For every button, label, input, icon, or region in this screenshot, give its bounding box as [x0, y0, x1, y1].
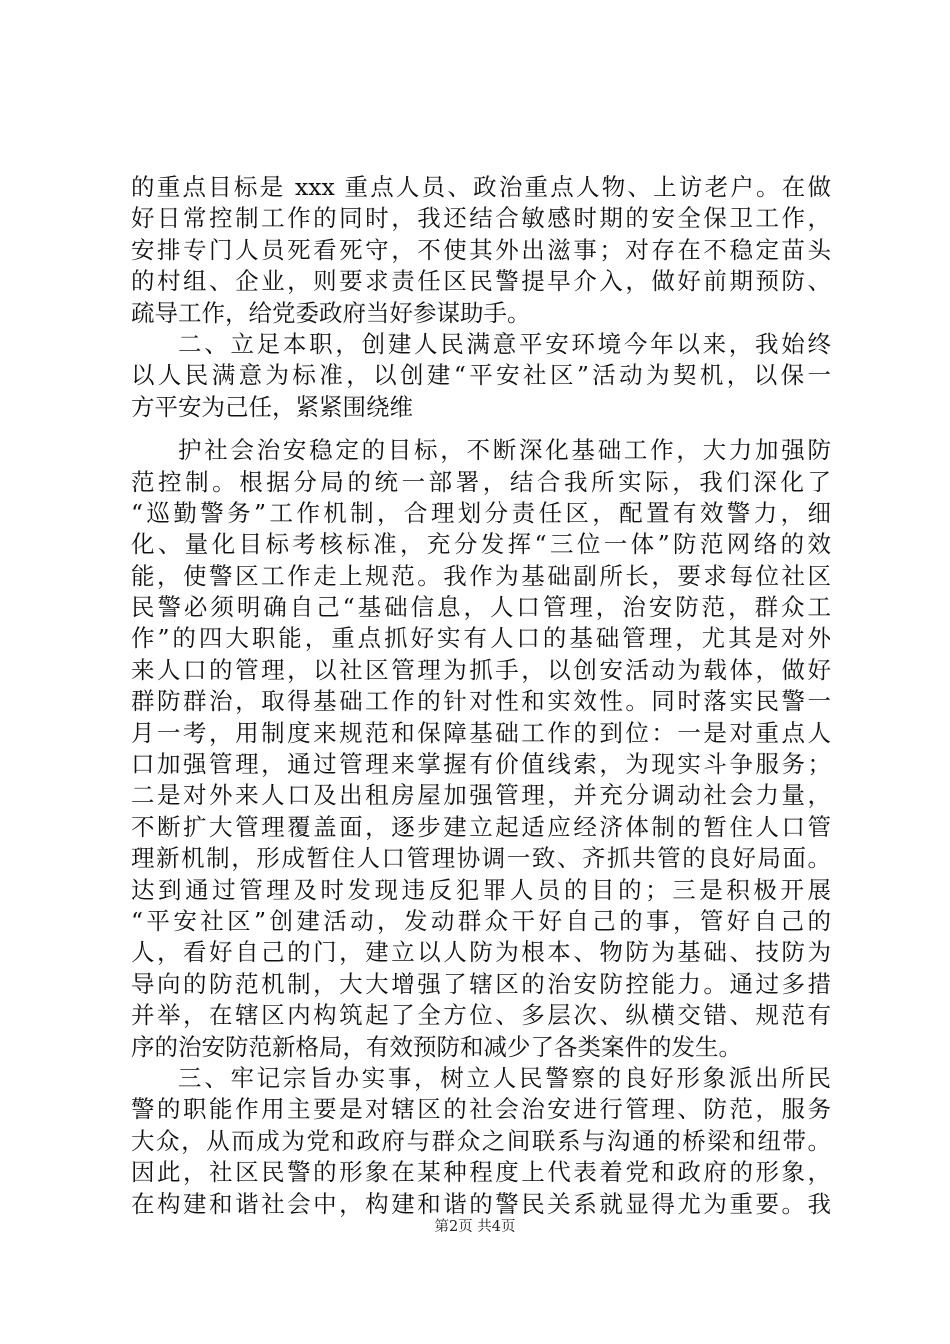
- text-line: “巡勤警务”工作机制，合理划分责任区，配置有效警力，细: [131, 498, 831, 527]
- text-line: 民警必须明确自己“基础信息，人口管理，治安防范，群众工: [131, 593, 831, 622]
- text-line: 范控制。根据分局的统一部署，结合我所实际，我们深化了: [131, 467, 831, 496]
- text-line: 序的治安防范新格局，有效预防和减少了各类案件的发生。: [131, 1032, 742, 1061]
- paragraph-start: 护社会治安稳定的目标，不断深化基础工作，大力加强防: [178, 436, 831, 465]
- text-line: 不断扩大管理覆盖面，逐步建立起适应经济体制的暂住人口管: [131, 812, 831, 841]
- text-line: 理新机制，形成暂住人口管理协调一致、齐抓共管的良好局面。: [131, 844, 831, 873]
- text-line: 能，使警区工作走上规范。我作为基础副所长，要求每位社区: [131, 561, 831, 590]
- text-line: 化、量化目标考核标准，充分发挥“三位一体”防范网络的效: [131, 530, 831, 559]
- text-line: 来人口的管理，以社区管理为抓手，以创安活动为载体，做好: [131, 655, 831, 684]
- text-line: 警的职能作用主要是对辖区的社会治安进行管理、防范，服务: [131, 1095, 831, 1124]
- text-line: 以人民满意为标准，以创建“平安社区”活动为契机，以保一: [131, 361, 831, 390]
- text-line: 疏导工作，给党委政府当好参谋助手。: [131, 298, 531, 327]
- text-line: 群防群治，取得基础工作的针对性和实效性。同时落实民警一: [131, 687, 831, 716]
- text-line: 的村组、企业，则要求责任区民警提早介入，做好前期预防、: [131, 267, 831, 296]
- paragraph-gap: [131, 423, 831, 435]
- text-line: 的重点目标是 xxx 重点人员、政治重点人物、上访老户。在做: [131, 173, 831, 201]
- text-line: 大众，从而成为党和政府与群众之间联系与沟通的桥梁和纽带。: [131, 1126, 831, 1155]
- section-heading-2: 二、立足本职，创建人民满意平安环境今年以来，我始终: [178, 329, 831, 358]
- text-line: 在构建和谐社会中，构建和谐的警民关系就显得尤为重要。我: [131, 1189, 831, 1218]
- text-line: 作”的四大职能，重点抓好实有人口的基础管理，尤其是对外: [131, 624, 831, 653]
- text-line: 好日常控制工作的同时，我还结合敏感时期的安全保卫工作，: [131, 204, 831, 233]
- page-number: 第2页 共4页: [434, 1219, 516, 1235]
- text-line: 人，看好自己的门，建立以人防为根本、物防为基础、技防为: [131, 938, 831, 967]
- text-line: 因此，社区民警的形象在某种程度上代表着党和政府的形象，: [131, 1158, 831, 1187]
- text-line: 导向的防范机制，大大增强了辖区的治安防控能力。通过多措: [131, 969, 831, 998]
- text-line: 安排专门人员死看死守，不使其外出滋事；对存在不稳定苗头: [131, 235, 831, 264]
- text-line: “平安社区”创建活动，发动群众干好自己的事，管好自己的: [131, 906, 831, 935]
- document-body: [131, 172, 831, 1220]
- text-line: 月一考，用制度来规范和保障基础工作的到位：一是对重点人: [131, 718, 831, 747]
- section-heading-3: 三、牢记宗旨办实事，树立人民警察的良好形象派出所民: [178, 1063, 831, 1092]
- text-line: 达到通过管理及时发现违反犯罪人员的目的；三是积极开展: [131, 875, 831, 904]
- text-line: 二是对外来人口及出租房屋加强管理，并充分调动社会力量，: [131, 781, 831, 810]
- text-line: 并举，在辖区内构筑起了全方位、多层次、纵横交错、规范有: [131, 1001, 831, 1030]
- page-footer: [0, 1215, 950, 1236]
- text-line: 方平安为己任，紧紧围绕维: [131, 392, 413, 421]
- text-line: 口加强管理，通过管理来掌握有价值线索，为现实斗争服务；: [131, 750, 831, 779]
